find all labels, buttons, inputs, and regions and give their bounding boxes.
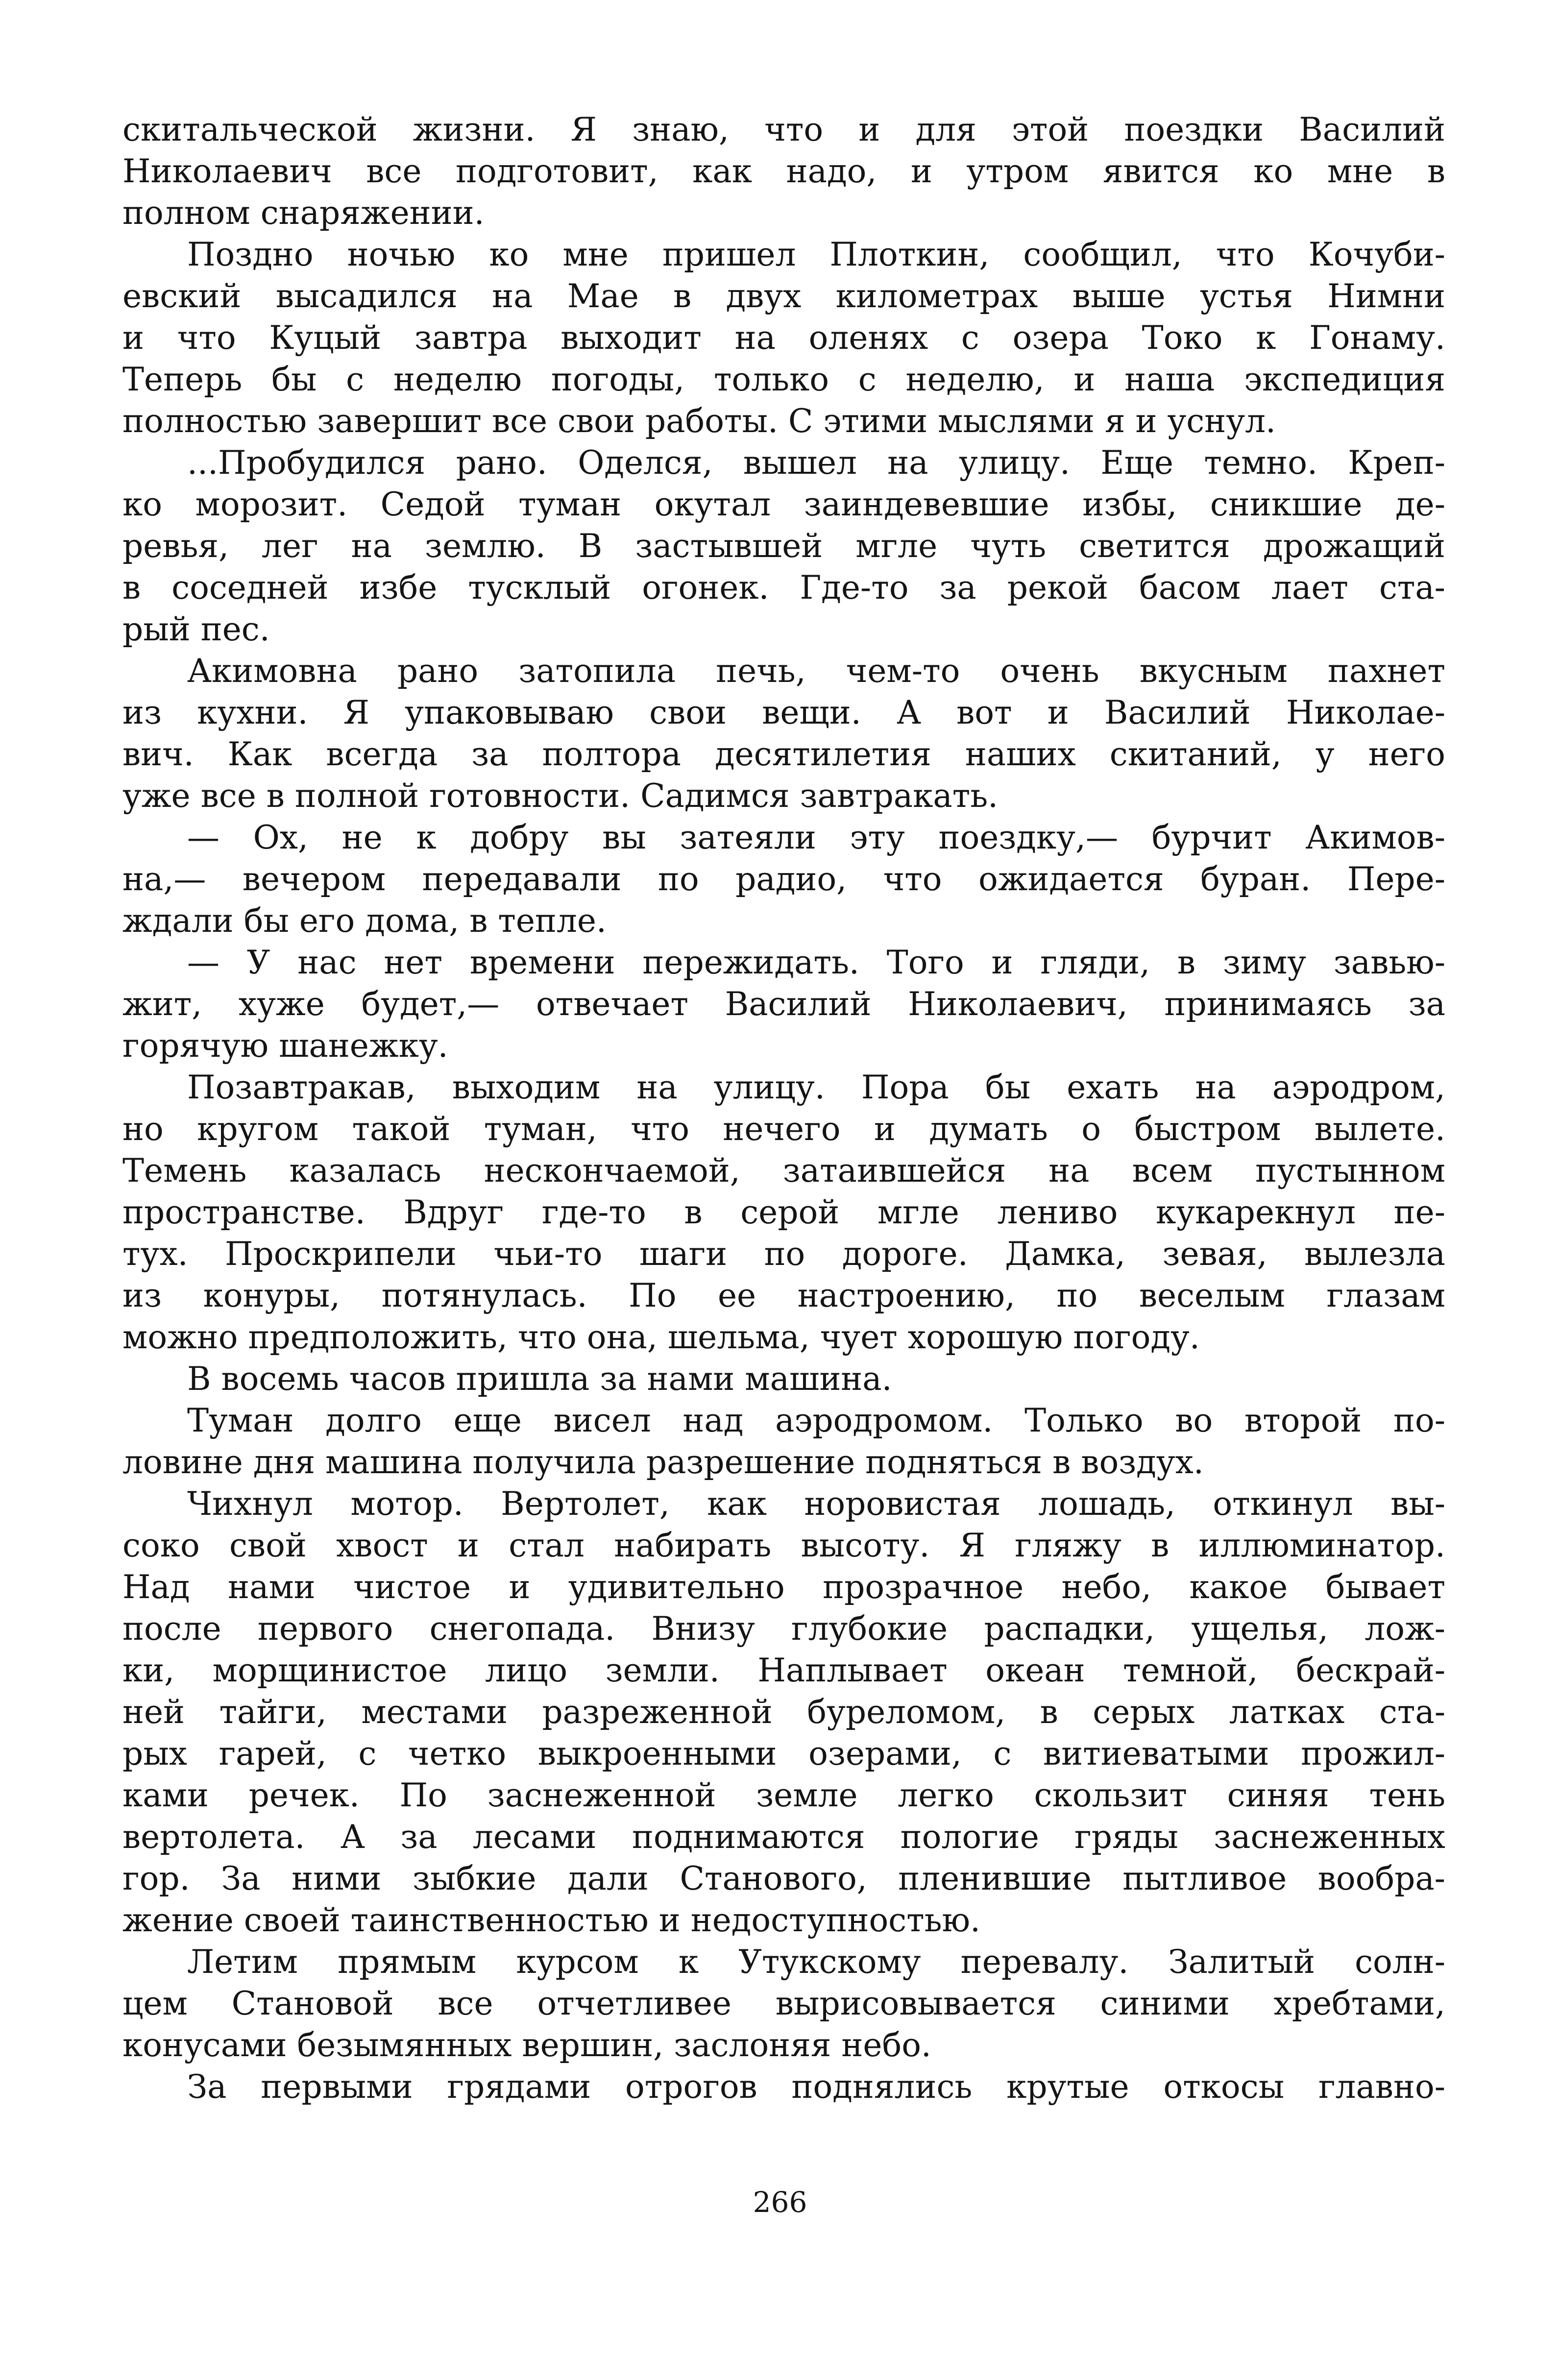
page-number: 266 — [753, 2186, 807, 2219]
text-line: можно предположить, что она, шельма, чует хорошую погоду. — [122, 1318, 1200, 1356]
text-line: и что Куцый завтра выходит на оленях с озера Токо к Гонаму. — [122, 319, 1445, 357]
text-line: Летим прямым курсом к Утукскому перевалу. Залитый солн- — [187, 1943, 1445, 1981]
text-line: гор. За ними зыбкие дали Станового, пленившие пытливое вообра- — [122, 1860, 1445, 1897]
text-line: Туман долго еще висел над аэродромом. Только во второй по- — [187, 1402, 1445, 1439]
text-line: рый пес. — [122, 610, 270, 648]
text-line: полном снаряжении. — [122, 194, 485, 232]
text-line: уже все в полной готовности. Садимся завтракать. — [122, 777, 999, 815]
text-line: цем Становой все отчетливее вырисовывается синими хребтами, — [122, 1985, 1445, 2022]
text-line: на,— вечером передавали по радио, что ожидается буран. Пере- — [122, 860, 1445, 898]
body-text — [122, 109, 1445, 2108]
text-line: вич. Как всегда за полтора десятилетия наших скитаний, у него — [122, 735, 1445, 773]
text-line: из конуры, потянулась. По ее настроению, по веселым глазам — [122, 1277, 1445, 1314]
text-line: скитальческой жизни. Я знаю, что и для этой поездки Василий — [122, 111, 1445, 148]
text-line: горячую шанежку. — [122, 1027, 448, 1065]
text-line: но кругом такой туман, что нечего и думать о быстром вылете. — [122, 1110, 1445, 1148]
text-line: полностью завершит все свои работы. С этими мыслями я и уснул. — [122, 402, 1276, 440]
text-line: Темень казалась нескончаемой, затаившейся на всем пустынном — [122, 1152, 1445, 1190]
text-line: пространстве. Вдруг где-то в серой мгле лениво кукарекнул пе- — [122, 1193, 1445, 1231]
text-line: конусами безымянных вершин, заслоняя небо. — [122, 2026, 931, 2064]
text-line: ловине дня машина получила разрешение подняться в воздух. — [122, 1443, 1204, 1481]
text-line: в соседней избе тусклый огонек. Где-то за рекой басом лает ста- — [122, 569, 1445, 607]
text-line: Николаевич все подготовит, как надо, и утром явится ко мне в — [122, 152, 1445, 190]
text-line: — Ох, не к добру вы затеяли эту поездку,— бурчит Акимов- — [187, 819, 1445, 856]
text-line: жит, хуже будет,— отвечает Василий Николаевич, принимаясь за — [122, 985, 1445, 1023]
text-line: Чихнул мотор. Вертолет, как норовистая лошадь, откинул вы- — [187, 1485, 1445, 1523]
text-line: ко морозит. Седой туман окутал заиндевевшие избы, сникшие де- — [122, 486, 1445, 523]
text-line: тух. Проскрипели чьи-то шаги по дороге. Дамка, зевая, вылезла — [122, 1235, 1445, 1273]
text-line: Над нами чистое и удивительно прозрачное небо, какое бывает — [122, 1568, 1445, 1606]
text-line: соко свой хвост и стал набирать высоту. Я гляжу в иллюминатор. — [122, 1527, 1445, 1564]
text-line: За первыми грядами отрогов поднялись крутые откосы главно- — [187, 2068, 1445, 2106]
text-line: ками речек. По заснеженной земле легко скользит синяя тень — [122, 1776, 1445, 1814]
text-line: после первого снегопада. Внизу глубокие распадки, ущелья, лож- — [122, 1610, 1445, 1648]
text-line: Теперь бы с неделю погоды, только с неделю, и наша экспедиция — [122, 361, 1445, 398]
text-line: Поздно ночью ко мне пришел Плоткин, сообщил, что Кочуби- — [187, 236, 1445, 273]
text-line: ...Пробудился рано. Оделся, вышел на улицу. Еще темно. Креп- — [187, 444, 1445, 482]
text-line: вертолета. А за лесами поднимаются пологие гряды заснеженных — [122, 1818, 1445, 1856]
text-line: В восемь часов пришла за нами машина. — [187, 1360, 892, 1398]
text-line: рых гарей, с четко выкроенными озерами, с витиеватыми прожил- — [122, 1735, 1445, 1773]
text-line: Позавтракав, выходим на улицу. Пора бы ехать на аэродром, — [187, 1069, 1445, 1106]
text-line: ней тайги, местами разреженной буреломом, в серых латках ста- — [122, 1693, 1445, 1731]
text-line: Акимовна рано затопила печь, чем-то очень вкусным пахнет — [187, 652, 1445, 690]
text-line: — У нас нет времени пережидать. Того и гляди, в зиму завью- — [187, 944, 1445, 981]
text-line: ждали бы его дома, в тепле. — [122, 902, 607, 940]
text-line: ревья, лег на землю. В застывшей мгле чуть светится дрожащий — [122, 527, 1445, 565]
text-line: из кухни. Я упаковываю свои вещи. А вот и Василий Николае- — [122, 694, 1445, 731]
text-line: ки, морщинистое лицо земли. Наплывает океан темной, бескрай- — [122, 1651, 1445, 1689]
text-line: евский высадился на Мае в двух километрах выше устья Нимни — [122, 277, 1445, 315]
text-line: жение своей таинственностью и недоступностью. — [122, 1901, 981, 1939]
